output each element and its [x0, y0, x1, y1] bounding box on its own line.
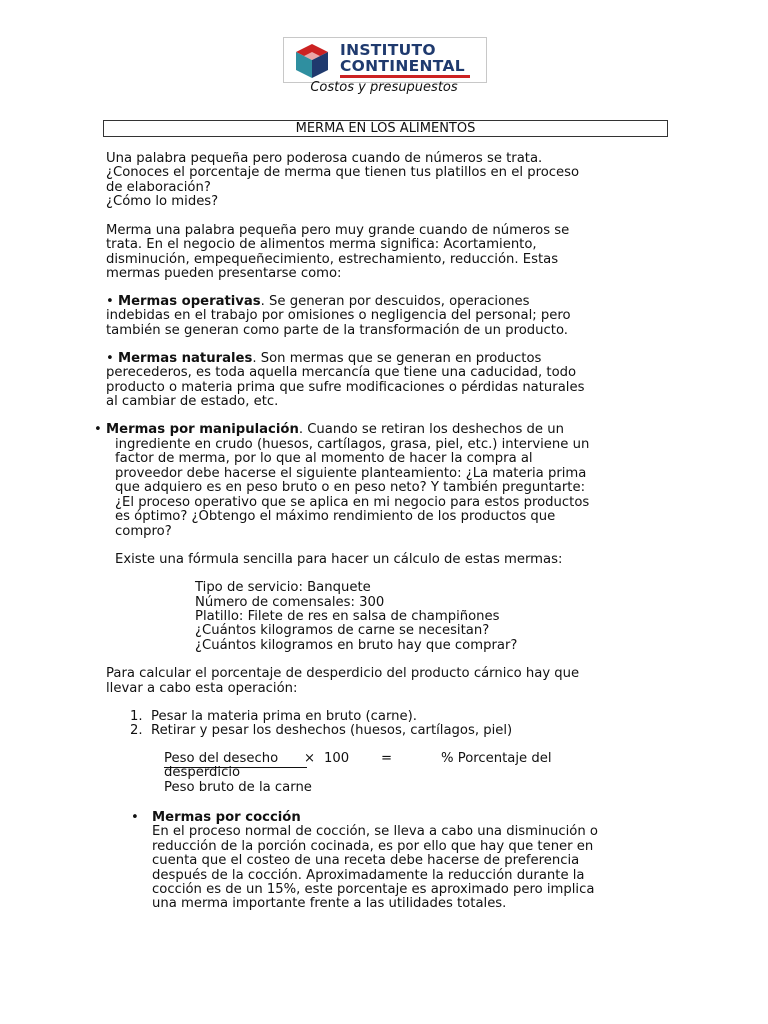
coccion-line-2: reducción de la porción cocinada, es por ello que hay que tener en	[152, 839, 594, 854]
operativas-line-1: . Se generan por descuidos, operaciones	[260, 294, 530, 309]
manipulacion-line-2: ingrediente en crudo (huesos, cartílagos, grasa, piel, etc.) interviene un	[115, 437, 590, 452]
formula-result: % Porcentaje del	[441, 751, 552, 766]
definition-line-2: trata. En el negocio de alimentos merma significa: Acortamiento,	[106, 237, 537, 252]
naturales-line-2: perecederos, es toda aquella mercancía que tiene una caducidad, todo	[106, 365, 577, 380]
logo-line-2: CONTINENTAL	[340, 57, 465, 75]
manipulacion-heading-line	[106, 423, 564, 438]
formula-denominator: Peso bruto de la carne	[164, 780, 312, 795]
manipulacion-line-8: compro?	[115, 524, 172, 539]
intro-line-2: ¿Conoces el porcentaje de merma que tienen tus platillos en el proceso	[106, 165, 580, 180]
coccion-line-3: cuenta que el costeo de una receta debe hacerse de preferencia	[152, 853, 580, 868]
manipulacion-label: Mermas por manipulación	[106, 422, 299, 437]
intro-line-4: ¿Cómo lo mides?	[106, 194, 219, 209]
formula-intro: Existe una fórmula sencilla para hacer un cálculo de estas mermas:	[115, 552, 563, 567]
step-2-text: Retirar y pesar los deshechos (huesos, cartílagos, piel)	[151, 723, 513, 738]
document-title: MERMA EN LOS ALIMENTOS	[103, 120, 668, 137]
step-1-text: Pesar la materia prima en bruto (carne).	[151, 709, 417, 724]
example-line-4: ¿Cuántos kilogramos de carne se necesitan?	[195, 623, 490, 638]
formula-result-cont: desperdicio	[164, 765, 241, 780]
operativas-label: Mermas operativas	[117, 294, 261, 309]
operativas-line-2: indebidas en el trabajo por omisiones o negligencia del personal; pero	[106, 308, 571, 323]
logo-wordmark	[340, 42, 470, 78]
naturales-line-3: producto o materia prima que sufre modificaciones o pérdidas naturales	[106, 380, 585, 395]
example-line-3: Platillo: Filete de res en salsa de champiñones	[195, 609, 500, 624]
naturales-label: Mermas naturales	[117, 351, 253, 366]
manipulacion-line-5: que adquiero es en peso bruto o en peso neto? Y también preguntarte:	[115, 480, 586, 495]
intro-line-3: de elaboración?	[106, 180, 211, 195]
definition-line-4: mermas pueden presentarse como:	[106, 266, 342, 281]
calculo-line-1: Para calcular el porcentaje de desperdicio del producto cárnico hay que	[106, 666, 580, 681]
coccion-line-5: cocción es de un 15%, este porcentaje es aproximado pero implica	[152, 882, 595, 897]
bullet: •	[106, 294, 114, 309]
coccion-line-4: después de la cocción. Aproximadamente la reducción durante la	[152, 868, 585, 883]
coccion-line-6: una merma importante frente a las utilidades totales.	[152, 896, 507, 911]
operativas-line-3: también se generan como parte de la transformación de un producto.	[106, 323, 568, 338]
institute-logo	[283, 37, 487, 83]
manipulacion-line-3: factor de merma, por lo que al momento de hacer la compra al	[115, 451, 533, 466]
cube-logo-icon	[290, 40, 334, 80]
manipulacion-line-4: proveedor debe hacerse el siguiente planteamiento: ¿La materia prima	[115, 466, 587, 481]
step-2-number: 2.	[130, 723, 143, 738]
logo-underline	[340, 75, 470, 78]
definition-line-1: Merma una palabra pequeña pero muy grande cuando de números se	[106, 223, 570, 238]
formula-hundred: 100	[324, 751, 350, 766]
naturales-line-4: al cambiar de estado, etc.	[106, 394, 279, 409]
formula-equals: =	[381, 751, 393, 766]
manipulacion-line-7: es óptimo? ¿Obtengo el máximo rendimiento de los productos que	[115, 509, 556, 524]
manipulacion-line-1: . Cuando se retiran los deshechos de un	[298, 422, 564, 437]
example-line-1: Tipo de servicio: Banquete	[195, 580, 371, 595]
coccion-label-text: Mermas por cocción	[152, 810, 301, 825]
step-1-number: 1.	[130, 709, 143, 724]
manipulacion-line-6: ¿El proceso operativo que se aplica en mi negocio para estos productos	[115, 495, 590, 510]
example-line-5: ¿Cuántos kilogramos en bruto hay que comprar?	[195, 638, 518, 653]
calculo-line-2: llevar a cabo esta operación:	[106, 681, 298, 696]
intro-line-1: Una palabra pequeña pero poderosa cuando de números se trata.	[106, 151, 543, 166]
formula-numerator: Peso del desecho	[164, 751, 279, 766]
bullet: •	[106, 351, 114, 366]
formula-times: ×	[304, 751, 316, 766]
coccion-line-1: En el proceso normal de cocción, se lleva a cabo una disminución o	[152, 824, 598, 839]
logo-line-1: INSTITUTO	[340, 41, 436, 59]
definition-line-3: disminución, empequeñecimiento, estrechamiento, reducción. Estas	[106, 252, 559, 267]
bullet: •	[94, 422, 102, 437]
example-line-2: Número de comensales: 300	[195, 595, 385, 610]
course-subtitle: Costos y presupuestos	[310, 80, 458, 95]
naturales-line-1: . Son mermas que se generan en productos	[252, 351, 542, 366]
bullet: •	[131, 810, 139, 825]
